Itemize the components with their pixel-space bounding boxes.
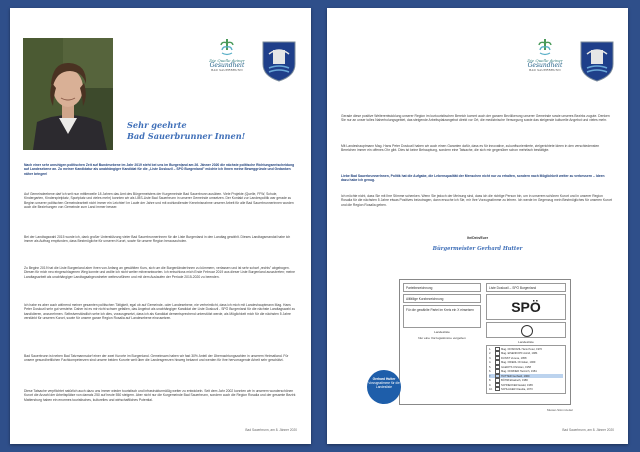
candidate-name: Mag. FRIEDL Christian, 1969 [501,361,536,365]
ballot-credit: Muster-Stimmzettel [547,408,573,412]
paragraph-4: Ich habe es aber auch während meiner gesamten politischen Tätigkeit, egal ob auf Gemeinde- oder Landesebene, nie verheimlicht, dass ich mich mit Landeshauptmann Mag. Hans Peter Doskozil sehr gut verstehe. Daher ist es mir nicht schwer gefallen, das Angebot als unabhängiger Kandidat der Liste Doskozil - SPÖ Burgenland für die nächste Landtagswahl zu kandidieren, anzunehmen. Selbstverständlich sehe ich dies, vorausgesetzt, dass ich als Kandidat dementsprechend unterstützt werde, als Möglichkeit mich für die nächsten 5 Jahre verstärkt für unseren Kurort, sowie für unsere ganze Region Rosalia auf Landesebene einzusetzen. [24,303,296,321]
left-footer-date: Bad Sauerbrunn, am 8. Jänner 2020 [245,428,297,432]
candidate-name: Mag. EISENKOPF Astrid, 1984 [501,352,538,356]
candidate-name: BÖHM Elisabeth, 1986 [501,379,528,383]
candidate-number: 8. [489,379,492,383]
right-footer-date: Bad Sauerbrunn, am 8. Jänner 2020 [562,428,614,432]
candidate-name: DUNST Verena, 1958 [501,356,527,360]
candidate-name: Mag. DOSKOZIL Hans Peter, 1970 [501,347,542,351]
greeting-line1: Sehr geehrte [127,120,187,130]
paragraph-2: Bei der Landtagswahl 2015 wurde ich, dank großer Unterstützung vieler Bad SauerbrunnerInnen für die Liste Burgenland in den Landtag gewählt. Dieses Landtagsmandat habe ich immer als Auftrag empfunden, dass Bestmögliche für unseren Kurort, sowie für unsere Region herauszuholen. [24,235,291,244]
ballot-party-instruction: Für die gewählte Partei im Kreis ein X einsetzen [403,305,481,328]
candidate-row[interactable] [489,387,563,391]
left-page [10,8,311,444]
candidate-checkbox[interactable] [495,387,500,391]
spring-logo-icon [219,38,235,58]
candidate-number: 2. [489,352,492,356]
brand-logo [205,38,249,72]
right-page [327,8,628,444]
ballot-party-label: Parteibezeichnung [403,283,481,292]
candidate-name: Mag. DORNER Heinrich, 1981 [501,370,537,374]
signature-name: Bürgermeister Gerhard Hutter [432,246,523,252]
right-paragraph-3: Liebe Bad SauerbrunnerInnen, Politik hat die Aufgabe, die Lebensqualität der Menschen nicht nur zu erhalten, sondern nach Möglichkeit weiter zu verbessern – Ideen dazu habe ich genug. [341,174,605,183]
brand-logo-right [523,38,567,72]
ballot-short-label: Allfällige Kurzbezeichnung [403,294,481,303]
bubble-text: Vorzugsstimme für die Landesliste [368,381,400,389]
ballot-party-checkbox[interactable] [486,322,566,338]
portrait-photo [23,38,113,150]
right-paragraph-2: Mit Landeshauptmann Mag. Hans Peter Doskozil haben wir auch einen Garanten dafür, dass es für innovative, zukunftsorientierte, zielgerichtete Ideen in den verschiedensten Bereichen immer ein offenes Ohr gibt. Dies ist keine Behauptung, sondern eine Tatsache, die sich mir gegenüber schon mehrfach bestätigte. [341,144,600,153]
candidate-number: 10. [489,387,493,391]
right-paragraph-4: Ich möchte nicht, dass Sie mit Ihre Stimme schenken. Wenn Sie jedoch der Meinung sind, dass ich die richtige Person bin, um in unserem schönen Kurort und in unserer Region Rosalia für die nächsten 5 Jahre etwas Positives beizutragen, dann ersuche ich Sie, mir Ihre Vorzugsstimme zu lehren. Ich werde im Gegenzug mein Bestmögliches für unseren Kurort und die Region Rosalia geben. [341,194,612,207]
bubble-name: Gerhard Hutter [372,377,396,381]
greeting-line2: Bad Sauerbrunner Innen! [127,131,246,141]
candidate-number: 6. [489,370,492,374]
candidate-number: 4. [489,361,492,365]
candidate-number: 9. [489,383,492,387]
candidate-name: SCHLAGER Claudia, 1973 [501,387,533,391]
ballot-circle[interactable] [521,325,533,337]
brand-line3: BAD SAUERBRUNN [211,68,243,72]
paragraph-6: Diese Tatsache verpflichtet natürlich auch dazu uns immer wieder touristisch und infrastrukturmäßig weiter zu entwickeln. Seit dem Jahr 2002 konnten wir in unserem wunderschönen Kurort die Anzahl der Arbeitsplätze von damals 250 auf heute 550 steigern. Aber nicht nur die Kurgemeinde Bad Sauerbrunn, sondern auch die Region Rosalia und der gesamte Bezirk Mattersburg haben ein enormes touristisches, kulturelles und wirtschaftliches Potential. [24,389,296,402]
ballot-left-column [403,283,481,341]
brand-line3: BAD SAUERBRUNN [529,68,561,72]
candidate-number: 3. [489,356,492,360]
municipal-crest-icon [261,40,297,82]
brand-line2: Gesundheit [209,62,245,69]
preference-vote-bubble [367,370,401,404]
ballot-vorzug-label: Nur eine Vorzugsstimme vergeben [418,336,466,340]
signoff: Ihr/Dein/Euer [466,236,489,240]
municipal-crest-icon [579,40,615,82]
ballot-party-short: SPÖ [486,294,566,320]
paragraph-3: Zu Beginn 2019 hat die Liste Burgenland aber ihren von Anfang an gewählten Kurs, sich um die BurgenländerInnen zu kümmern, verlassen und ist sehr scharf „rechts" abgebogen. Diesen für mich neu eingeschlagenen Weg konnte und wollte ich nicht weiter mitverantworten. Ich entschloss mich Ende Februar 2019 aus dieser Liste Burgenland auszutreten; meine Landtagsarbeit als unabhängiger Landtagsabgeordneter weiterzuführen und mit dem Auslaufen der Periode 2015-2020 zu beenden. [24,266,295,279]
brand-line2: Gesundheit [527,62,563,69]
candidate-number: 7. [489,374,492,378]
candidate-name: SCHNECKER Ewald, 1965 [501,383,533,387]
candidate-list [486,345,566,394]
candidate-number: 5. [489,365,492,369]
ballot-party-name: Liste Doskozil – SPÖ Burgenland [486,283,566,292]
sample-ballot [399,279,571,405]
candidate-name: HUTTER Gerhard, 1960 [501,374,530,378]
right-paragraph-1: Gerade diese positive Weiterentwicklung unserer Region im kurtouristischen Bereich kommt auch der ganzen Bevölkerung unserer Gemeinde sowie unseres Bezirks zugute. Denken Sie nur an unser tolles Naherholungsgebiet, das steigende Arbeitsplatzangebot direkt vor Ort, die medizinische Versorgung sowie das steigende kulturelle Angebot und vieles mehr. [341,114,610,123]
brand-line1: Die Quelle deiner [527,58,563,63]
greeting-heading [127,120,245,142]
candidate-name: ILLEDITS Christian, 1958 [501,365,531,369]
paragraph-1: Auf Gemeindeebene darf ich seit nun mittlerweile 18 Jahren das Amt des Bürgermeisters der Kurgemeinde Bad Sauerbrunn ausüben. Viele Projekte (Quelle, FFW, Schule, Kindergarten, Kinderspielplatz, Sportplatz und vieles mehr) konnten wir als LIBS-Liste Bad Sauerbrunn in unserer Gemeinde umsetzen. Der Kontakt zur Landespolitik war gerade zu Beginn unserer politischen Gemeindearbeit nicht immer ein Leichter! Im Laufe der Jahre und mit wohlwollender Kenntnisnahme unserer Arbeit für alle Bad Sauerbrunnerinnen wurden auch die Beziehungen von Gemeinde zum Land immer besser. [24,192,294,210]
spring-logo-icon [537,38,553,58]
ballot-right-landesliste: Landesliste [518,340,534,344]
intro-paragraph: Nach einer sehr unruhigen politischen Zeit auf Bundesebene im Jahr 2019 steht bei uns im Burgenland am 26. Jänner 2020 die nächste politische Richtungsentscheidung auf Landesebene an. Zu meiner Kandidatur als unabhängiger Kandidat für die „Liste Doskozil – SPÖ Burgenland" möchte ich Ihnen meine Beweggründe und Gedanken näher bringen! [24,163,295,176]
paragraph-5: Bad Sauerbrunn ist neben Bad Tatzmannsdorf einer der zwei Kurorte im Burgenland. Gemeinsam haben wir fast 30% Anteil der Übernachtungszahlen in unserem Heimatland. Für unsere gesundheitlichen Fachkompetenzen sind unsere beiden Kurorte weit über die Landesgrenzen hinweg bekannt und werden für ihre hervorragende Arbeit sehr geschätzt. [24,354,289,363]
ballot-landesliste-label: Landesliste [434,330,450,334]
brand-line1: Die Quelle deiner [209,58,245,63]
candidate-number: 1. [489,347,492,351]
ballot-right-column [486,283,566,394]
